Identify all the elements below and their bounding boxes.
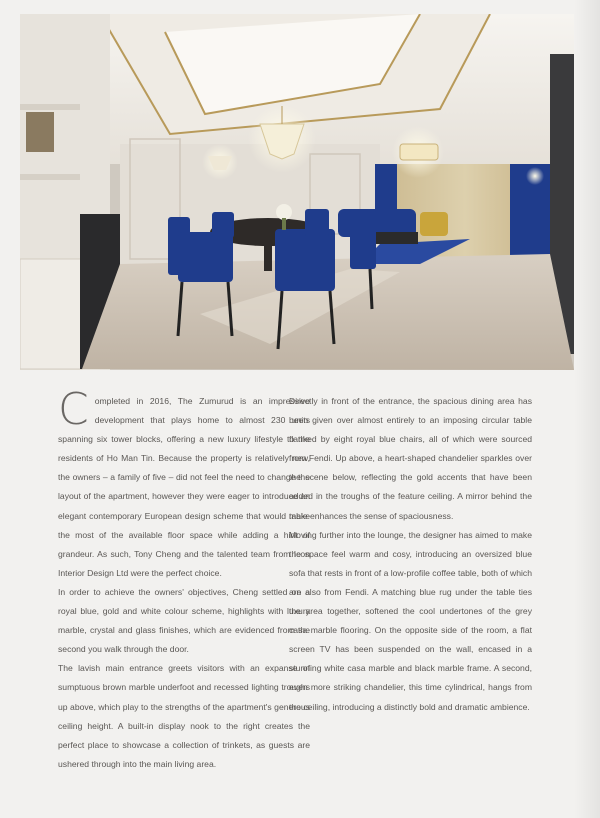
interior-photo — [20, 14, 574, 370]
dining-room-illustration — [20, 14, 574, 370]
article-paragraph: Directly in front of the entrance, the spacious dining area has been given over almost entirely to an imposing circular table flanked by eight royal blue chairs, all of which were sourced from Fendi. Up above, a heart-shaped chandelier sparkles over the scene below, reflecting the gold accents that have been added in the troughs of the feature ceiling. A mirror behind the table enhances the sense of spaciousness. — [289, 396, 532, 521]
article-right-column — [289, 392, 532, 717]
article-left-column — [58, 384, 310, 774]
article-paragraph — [58, 384, 310, 583]
article-paragraph: In order to achieve the owners' objectives, Cheng settled on a royal blue, gold and white colour scheme, highlights with luxury marble, crystal and glass finishes, which are evidenced from the second you walk through the door. — [58, 586, 310, 655]
article-paragraph: Moving further into the lounge, the designer has aimed to make the space feel warm and cosy, introducing an oversized blue sofa that rests in front of a low-profile coffee table, both of which are also from Fendi. A matching blue rug under the table ties the area together, softened the cool undertones of the grey casa marble flooring. On the opposite side of the room, a flat screen TV has been suspended on the wall, encased in a stunning white casa marble and black marble frame. A second, even more striking chandelier, this time cylindrical, hangs from the ceiling, introducing a distinctly bold and dramatic ambience. — [289, 529, 532, 712]
drop-cap: C — [58, 384, 89, 435]
paragraph-text: ompleted in 2016, The Zumurud is an impressive development that plays home to almost 230 units spanning six tower blocks, offering a new luxury lifestyle to the residents of Ho Man Tin. Because the property is relatively new, the owners – a family of five – did not feel the need to change the layout of the apartment, however they were eager to introduce an elegant contemporary European design scheme that would make the most of the available floor space while adding a hint of grandeur. As such, Tony Cheng and the talented team from Icon Interior Design Ltd were the perfect choice. — [58, 396, 310, 578]
page-edge-shadow — [574, 0, 600, 818]
article-paragraph: The lavish main entrance greets visitors with an expanse of sumptuous brown marble underfoot and recessed lighting troughs up above, which play to the strengths of the apartment's generous ceiling height. A built-in display nook to the right creates the perfect place to showcase a collection of trinkets, as guests are ushered through into the main living area. — [58, 663, 310, 769]
